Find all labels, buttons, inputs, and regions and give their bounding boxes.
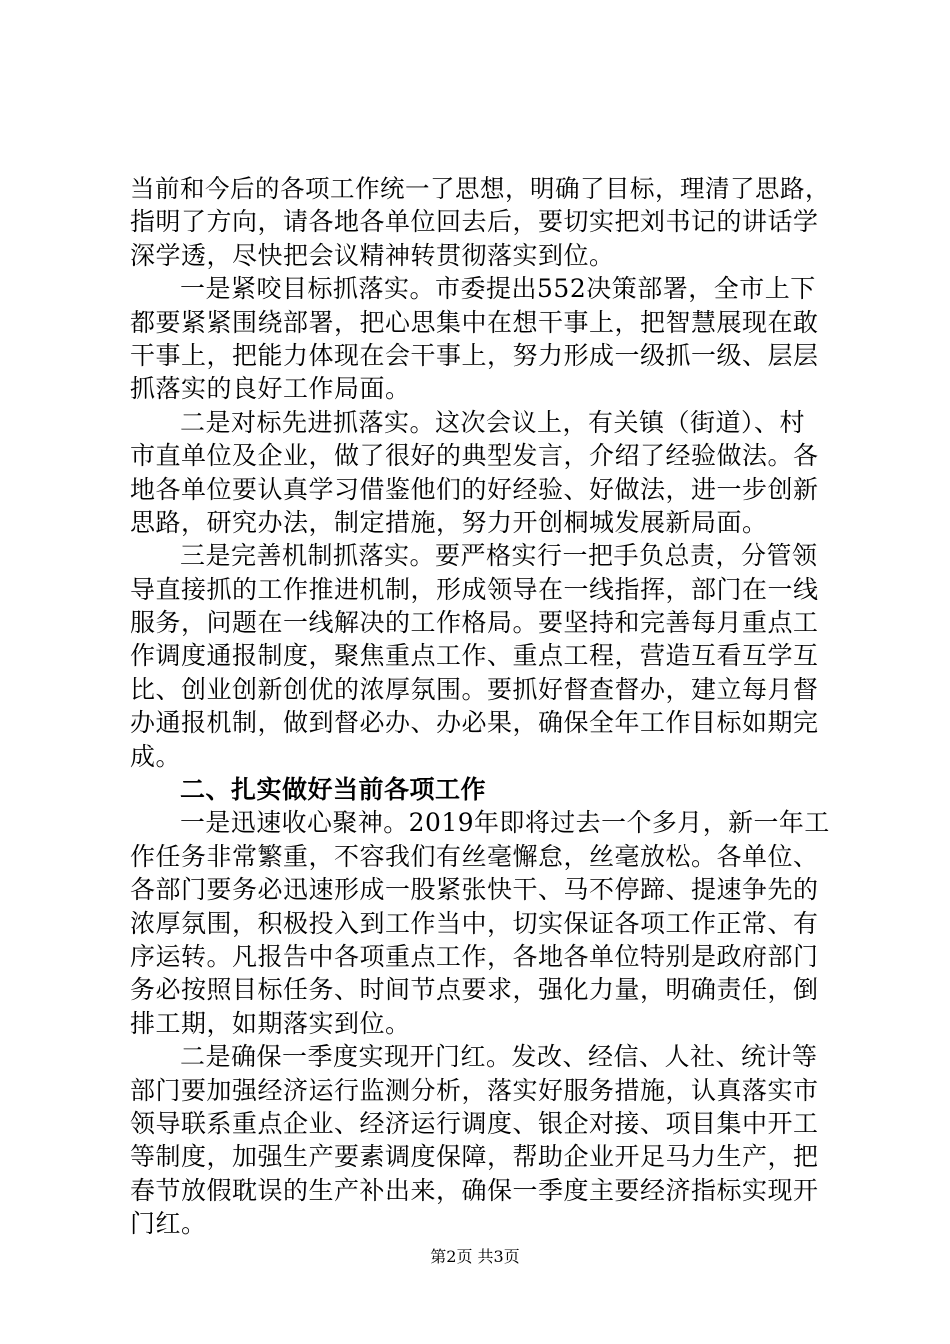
text-line: 浓厚氛围，积极投入到工作当中，切实保证各项工作正常、有 [130, 908, 819, 938]
text-line: 部门要加强经济运行监测分析，落实好服务措施，认真落实市 [130, 1075, 819, 1105]
text-line: 比、创业创新创优的浓厚氛围。要抓好督查督办，建立每月督 [130, 674, 819, 704]
text-line: 作调度通报制度，聚焦重点工作、重点工程，营造互看互学互 [130, 641, 819, 671]
text-line: 思路，研究办法，制定措施，努力开创桐城发展新局面。 [130, 507, 768, 537]
text-line: 二是对标先进抓落实。这次会议上，有关镇（街道）、村 [180, 407, 806, 437]
text-line: 春节放假耽误的生产补出来，确保一季度主要经济指标实现开 [130, 1175, 819, 1205]
text-line: 一是迅速收心聚神。2019年即将过去一个多月，新一年工 [180, 808, 830, 838]
text-line: 市直单位及企业，做了很好的典型发言，介绍了经验做法。各 [130, 441, 819, 471]
text-line: 务必按照目标任务、时间节点要求，强化力量，明确责任，倒 [130, 975, 819, 1005]
page-footer: 第2页 共3页 [430, 1247, 520, 1266]
text-line: 一是紧咬目标抓落实。市委提出552决策部署，全市上下 [180, 274, 816, 304]
text-line: 抓落实的良好工作局面。 [130, 374, 411, 404]
text-line: 都要紧紧围绕部署，把心思集中在想干事上，把智慧展现在敢 [130, 307, 819, 337]
text-line: 办通报机制，做到督必办、办必果，确保全年工作目标如期完 [130, 708, 819, 738]
text-line: 当前和今后的各项工作统一了思想，明确了目标，理清了思路， [130, 174, 830, 203]
text-line: 序运转。凡报告中各项重点工作，各地各单位特别是政府部门 [130, 941, 819, 971]
text-line: 领导联系重点企业、经济运行调度、银企对接、项目集中开工 [130, 1108, 819, 1138]
text-line: 作任务非常繁重，不容我们有丝毫懈怠，丝毫放松。各单位、 [130, 841, 819, 871]
text-line: 干事上，把能力体现在会干事上，努力形成一级抓一级、层层 [130, 340, 819, 370]
text-line: 门红。 [130, 1209, 207, 1239]
text-line: 指明了方向，请各地各单位回去后，要切实把刘书记的讲话学 [130, 207, 819, 237]
text-line: 排工期，如期落实到位。 [130, 1008, 411, 1038]
text-line: 深学透，尽快把会议精神转贯彻落实到位。 [130, 240, 615, 270]
text-line: 成。 [130, 741, 182, 771]
text-line: 导直接抓的工作推进机制，形成领导在一线指挥，部门在一线 [130, 574, 819, 604]
text-line: 服务，问题在一线解决的工作格局。要坚持和完善每月重点工 [130, 608, 819, 638]
text-line: 等制度，加强生产要素调度保障，帮助企业开足马力生产，把 [130, 1142, 819, 1172]
text-line: 各部门要务必迅速形成一股紧张快干、马不停蹄、提速争先的 [130, 875, 819, 905]
document-body [130, 172, 830, 1241]
text-line: 二是确保一季度实现开门红。发改、经信、人社、统计等 [180, 1042, 818, 1072]
text-line: 三是完善机制抓落实。要严格实行一把手负总责，分管领 [180, 541, 818, 571]
section-heading: 二、扎实做好当前各项工作 [180, 775, 487, 805]
text-line: 地各单位要认真学习借鉴他们的好经验、好做法，进一步创新 [130, 474, 819, 504]
